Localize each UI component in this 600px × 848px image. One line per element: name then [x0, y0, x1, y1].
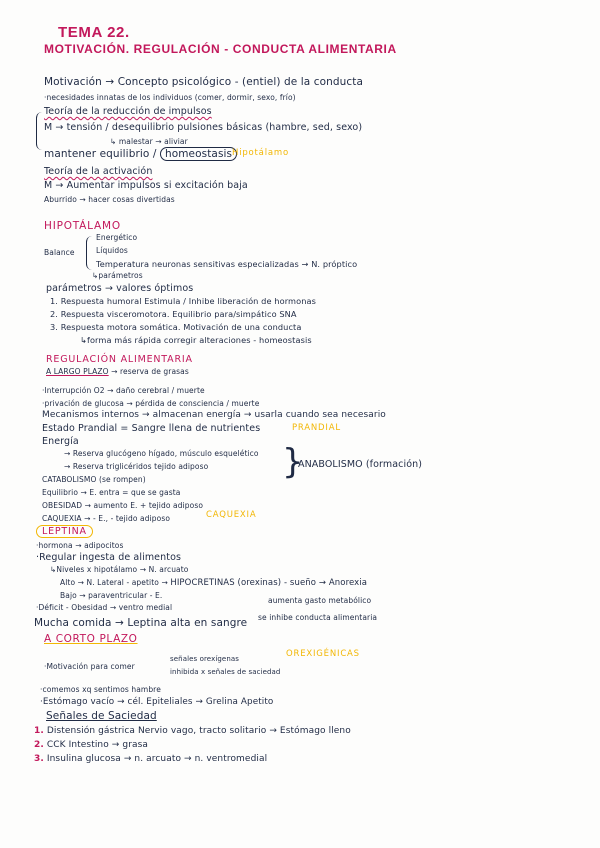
orexigenic-highlight: OREXIGÉNICAS: [286, 649, 360, 659]
impulse-reduction-theory-heading: Teoría de la reducción de impulsos: [44, 106, 212, 117]
balance-label: Balance: [44, 248, 75, 257]
satiety-signals-heading: Señales de Saciedad: [46, 710, 157, 722]
leptin-levels: ↳Niveles x hipotálamo → N. arcuato: [50, 565, 189, 574]
leptin-deficit: ·Déficit - Obesidad → ventro medial: [36, 603, 173, 612]
list-number: 1.: [34, 726, 44, 736]
cck-line: 2. CCK Intestino → grasa: [34, 740, 149, 750]
motivation-definition: Motivación → Concepto psicológico - (entiel) de la conducta: [44, 76, 364, 88]
humoral-response: 1. Respuesta humoral Estimula / Inhibe liberación de hormonas: [50, 296, 316, 306]
leptin-regulates-intake: ·Regular ingesta de alimentos: [36, 552, 182, 563]
orexigenic-signals: señales orexígenas: [170, 655, 240, 663]
balance-temperature: Temperatura neuronas sensitivas especializadas → N. próptico: [96, 259, 358, 269]
topic-number: TEMA 22.: [58, 24, 130, 41]
visceromotor-response: 2. Respuesta visceromotora. Equilibrio para/simpático SNA: [50, 309, 297, 319]
internal-mechanisms: Mecanismos internos → almacenan energía → usarla cuando sea necesario: [42, 410, 386, 420]
motivation-to-eat: ·Motivación para comer: [44, 662, 135, 671]
leptin-low: Bajo → paraventricular - E.: [60, 591, 163, 600]
glycogen-reserve: → Reserva glucógeno hígado, músculo esquelético: [64, 449, 259, 458]
anabolism-brace: }: [282, 442, 304, 482]
cachexia-line: CAQUEXIA → - E., - tejido adiposo: [42, 514, 171, 523]
prandial-state: Estado Prandial = Sangre llena de nutrientes: [42, 423, 261, 434]
catabolism-label: CATABOLISMO (se rompen): [42, 475, 146, 484]
gastric-distension: 1. Distensión gástrica Nervio vago, tracto solitario → Estómago lleno: [34, 726, 351, 736]
leptin-heading: LEPTINA: [36, 525, 93, 538]
homeostasis-box: homeostasis: [160, 147, 237, 161]
activation-line: M → Aumentar impulsos si excitación baja: [44, 180, 248, 191]
page-title: MOTIVACIÓN. REGULACIÓN - CONDUCTA ALIMENTARIA: [44, 42, 397, 56]
much-food-line: Mucha comida → Leptina alta en sangre: [34, 617, 248, 629]
somatic-motor-response: 3. Respuesta motora somática. Motivación de una conducta: [50, 322, 302, 332]
equilibrium-line: mantener equilibrio / homeostasis: [44, 148, 237, 160]
satiety-inhibited: inhibida x señales de saciedad: [170, 668, 281, 676]
balance-parameters: ↳parámetros: [92, 271, 143, 280]
oxygen-interruption: ·Interrupción O2 → daño cerebral / muerte: [42, 386, 205, 395]
innate-needs-line: ·necesidades innatas de los individuos (comer, dormir, sexo, frío): [44, 93, 296, 102]
long-term-heading: A LARGO PLAZO: [46, 367, 109, 376]
energy-balance: Equilibrio → E. entra = que se gasta: [42, 488, 181, 497]
feeding-inhibited: se inhibe conducta alimentaria: [258, 613, 378, 622]
triglyceride-reserve: → Reserva triglicéridos tejido adiposo: [64, 462, 209, 471]
short-term-heading: A CORTO PLAZO: [44, 633, 138, 645]
hypothalamus-highlight: Hipotálamo: [232, 148, 289, 158]
leptin-hormone: ·hormona → adipocitos: [36, 541, 124, 550]
list-number: 2.: [34, 740, 44, 750]
anabolism-label: ANABOLISMO (formación): [298, 459, 423, 470]
cachexia-highlight: CAQUEXIA: [206, 510, 257, 520]
activation-theory-heading: Teoría de la activación: [44, 166, 153, 177]
tension-line: M → tensión / desequilibrio pulsiones básicas (hambre, sed, sexo): [44, 122, 363, 133]
fastest-correction-line: ↳forma más rápida corregir alteraciones - homeostasis: [80, 335, 312, 345]
left-bracket: [36, 112, 43, 150]
energy-label: Energía: [42, 436, 79, 447]
balance-bracket: [86, 236, 93, 270]
empty-stomach-line: ·Estómago vacío → cél. Epiteliales → Grelina Apetito: [40, 697, 274, 707]
discomfort-line: ↳ malestar → aliviar: [110, 137, 188, 146]
feeding-regulation-heading: REGULACIÓN ALIMENTARIA: [46, 354, 193, 365]
insulin-line: 3. Insulina glucosa → n. arcuato → n. ventromedial: [34, 754, 268, 764]
metabolic-increase: aumenta gasto metabólico: [268, 596, 372, 605]
balance-liquids: Líquidos: [96, 246, 128, 255]
hypothalamus-heading: HIPOTÁLAMO: [44, 220, 121, 232]
long-term-line: A LARGO PLAZO → reserva de grasas: [46, 367, 189, 376]
prandial-highlight: PRANDIAL: [292, 423, 341, 433]
leptin-high: Alto → N. Lateral - apetito → HIPOCRETINAS (orexinas) - sueño → Anorexia: [60, 578, 368, 588]
obesity-line: OBESIDAD → aumento E. + tejido adiposo: [42, 501, 204, 510]
hunger-line: ·comemos xq sentimos hambre: [40, 685, 161, 694]
list-number: 3.: [34, 754, 44, 764]
optimal-values-line: parámetros → valores óptimos: [46, 283, 194, 294]
bored-line: Aburrido → hacer cosas divertidas: [44, 195, 175, 204]
balance-energy: Energético: [96, 233, 138, 242]
glucose-deprivation: ·privación de glucosa → pérdida de consciencia / muerte: [42, 399, 260, 408]
